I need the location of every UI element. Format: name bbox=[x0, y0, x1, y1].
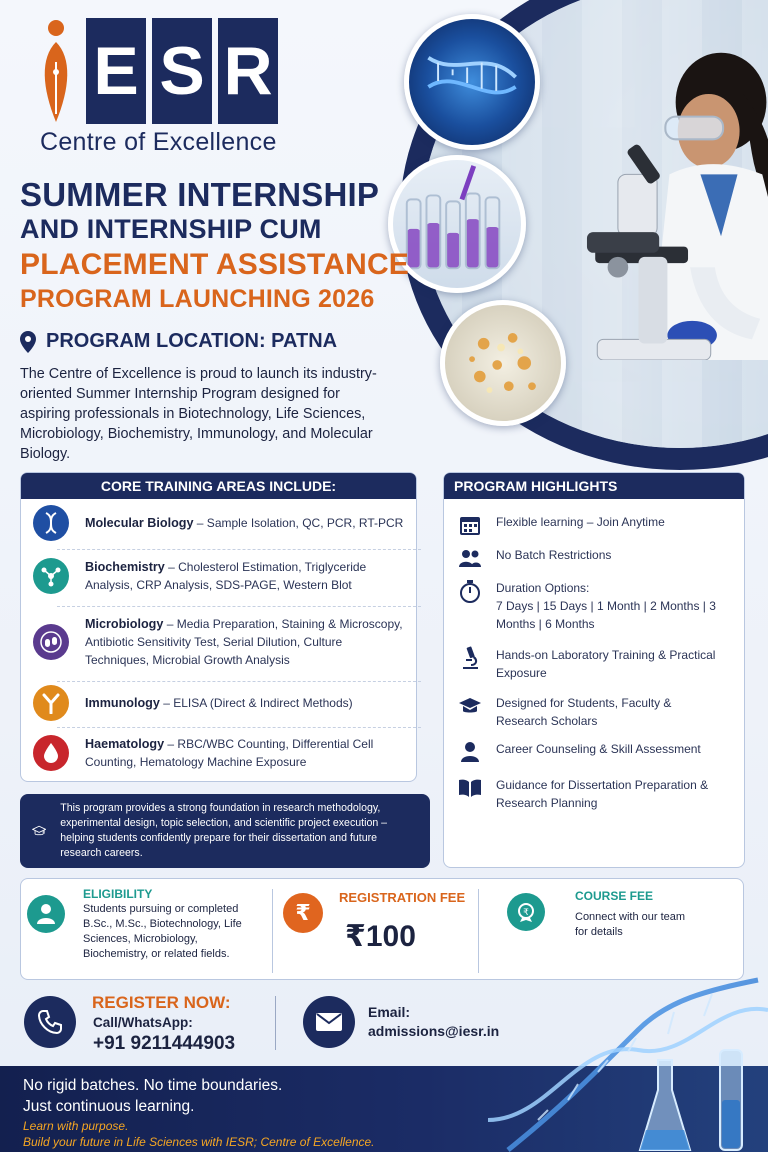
course-fee-text: Connect with our team for details bbox=[575, 911, 686, 938]
rupee-icon: ₹ bbox=[283, 893, 323, 933]
highlight-item bbox=[458, 513, 726, 537]
footer-tagline-2: Build your future in Life Sciences with IESR; Centre of Excellence. bbox=[23, 1135, 375, 1149]
registration-fee-block bbox=[273, 879, 477, 979]
highlight-item bbox=[458, 776, 726, 812]
training-detail: – Sample Isolation, QC, PCR, RT-PCR bbox=[193, 516, 404, 530]
dna-icon bbox=[33, 505, 69, 541]
eligibility-block bbox=[21, 879, 271, 979]
graduation-cap-icon bbox=[32, 813, 46, 849]
eligibility-label: ELIGIBILITY bbox=[83, 887, 153, 901]
divider bbox=[57, 727, 421, 728]
core-training-panel bbox=[20, 472, 417, 782]
email-address[interactable]: admissions@iesr.in bbox=[368, 1023, 500, 1039]
training-title: Biochemistry bbox=[85, 560, 165, 574]
training-item-immunology bbox=[33, 685, 405, 721]
highlight-item bbox=[458, 740, 726, 764]
training-detail: – ELISA (Direct & Indirect Methods) bbox=[159, 696, 353, 710]
student-icon bbox=[27, 895, 65, 933]
training-title: Haematology bbox=[85, 737, 165, 751]
headline-line-3: PLACEMENT ASSISTANCE bbox=[20, 248, 410, 281]
registration-fee-label: REGISTRATION FEE bbox=[339, 890, 466, 905]
highlights-heading: PROGRAM HIGHLIGHTS bbox=[444, 473, 744, 499]
foundation-text: This program provides a strong foundation in research methodology, experimental design, topic selection, and scientific project execution – helping students confidently prepare for their dissertation and future research careers. bbox=[60, 802, 388, 859]
training-title: Molecular Biology bbox=[85, 516, 194, 530]
logo-subtitle: Centre of Excellence bbox=[40, 128, 277, 156]
person-icon bbox=[458, 740, 482, 764]
highlight-text: Flexible learning – Join Anytime bbox=[496, 515, 665, 529]
svg-text:₹: ₹ bbox=[523, 908, 529, 918]
molecule-icon bbox=[33, 558, 69, 594]
highlight-item bbox=[458, 579, 726, 633]
training-detail: – RBC/WBC Counting, Differential Cell Counting, Hematology Machine Exposure bbox=[85, 737, 374, 769]
divider bbox=[57, 606, 421, 607]
fee-badge-icon bbox=[507, 893, 545, 931]
training-item-microbiology bbox=[33, 615, 405, 669]
footer-line-2: Just continuous learning. bbox=[23, 1098, 195, 1115]
headline-line-4: PROGRAM LAUNCHING 2026 bbox=[20, 285, 375, 313]
foundation-banner bbox=[20, 794, 430, 868]
antibody-icon bbox=[33, 685, 69, 721]
program-location bbox=[20, 330, 337, 353]
training-detail: – Cholesterol Estimation, Triglyceride Analysis, CRP Analysis, SDS-PAGE, Western Blot bbox=[85, 560, 367, 592]
highlight-text: Career Counseling & Skill Assessment bbox=[496, 742, 701, 756]
blood-drop-icon bbox=[33, 735, 69, 771]
course-fee-label: COURSE FEE bbox=[575, 889, 654, 903]
petri-dish-circle-image bbox=[440, 300, 566, 426]
logo-letter-s: S bbox=[152, 18, 212, 124]
stopwatch-icon bbox=[458, 579, 482, 603]
intro-paragraph: The Centre of Excellence is proud to launch its industry-oriented Summer Internship Program designed for aspiring professionals in Biotechnology, Life Sciences, Microbiology, Biochemistry, Immunology, and Molecular Biology. bbox=[20, 366, 377, 462]
phone-number[interactable]: +91 9211444903 bbox=[93, 1033, 236, 1054]
eligibility-text: Students pursuing or completed B.Sc., M.Sc., Biotechnology, Life Sciences, Microbiology, Biochemistry, or related fields. bbox=[83, 903, 242, 960]
core-training-heading: CORE TRAINING AREAS INCLUDE: bbox=[21, 473, 416, 499]
highlight-item bbox=[458, 646, 726, 682]
highlight-text: Guidance for Dissertation Preparation & Research Planning bbox=[496, 778, 709, 810]
headline-line-2: AND INTERNSHIP CUM bbox=[20, 214, 322, 244]
training-item-haematology bbox=[33, 735, 405, 771]
register-now-label: REGISTER NOW: bbox=[92, 993, 231, 1012]
headline-line-1: SUMMER INTERNSHIP bbox=[20, 176, 380, 213]
training-title: Microbiology bbox=[85, 617, 164, 631]
highlight-text: No Batch Restrictions bbox=[496, 548, 612, 562]
calendar-icon bbox=[458, 513, 482, 537]
bacteria-icon bbox=[33, 624, 69, 660]
map-pin-icon bbox=[20, 331, 36, 353]
dna-circle-image bbox=[404, 14, 540, 150]
training-item-biochemistry bbox=[33, 558, 405, 594]
email-label: Email: bbox=[368, 1004, 411, 1020]
highlight-item bbox=[458, 694, 726, 730]
training-item-molecular-biology bbox=[33, 505, 405, 541]
divider bbox=[57, 549, 421, 550]
dna-lab-illustration bbox=[468, 960, 768, 1152]
microscope-icon bbox=[458, 646, 482, 670]
highlight-text: Designed for Students, Faculty & Research Scholars bbox=[496, 696, 672, 728]
scientist-illustration bbox=[540, 30, 768, 360]
footer-tagline-1: Learn with purpose. bbox=[23, 1119, 129, 1133]
pen-nib-logo-icon bbox=[38, 18, 74, 126]
program-highlights-panel bbox=[443, 472, 745, 868]
footer-line-1: No rigid batches. No time boundaries. bbox=[23, 1077, 283, 1094]
logo-letter-e: E bbox=[86, 18, 146, 124]
group-icon bbox=[458, 546, 482, 570]
divider bbox=[57, 681, 421, 682]
book-icon bbox=[458, 776, 482, 800]
graduation-cap-icon bbox=[458, 694, 482, 718]
phone-icon[interactable] bbox=[24, 996, 76, 1048]
highlight-item bbox=[458, 546, 726, 570]
registration-fee-amount: ₹100 bbox=[345, 920, 416, 953]
divider bbox=[275, 996, 276, 1050]
mail-icon[interactable] bbox=[303, 996, 355, 1048]
highlight-text: Duration Options: 7 Days | 15 Days | 1 Month | 2 Months | 3 Months | 6 Months bbox=[496, 581, 716, 631]
logo-letter-r: R bbox=[218, 18, 278, 124]
location-text: PROGRAM LOCATION: PATNA bbox=[46, 330, 338, 352]
training-title: Immunology bbox=[85, 696, 160, 710]
highlight-text: Hands-on Laboratory Training & Practical Exposure bbox=[496, 648, 716, 680]
call-whatsapp-label: Call/WhatsApp: bbox=[93, 1015, 193, 1030]
training-detail: – Media Preparation, Staining & Microscopy, Antibiotic Sensitivity Test, Serial Dilution, Culture Techniques, Microbial Growth Analysis bbox=[85, 617, 403, 667]
